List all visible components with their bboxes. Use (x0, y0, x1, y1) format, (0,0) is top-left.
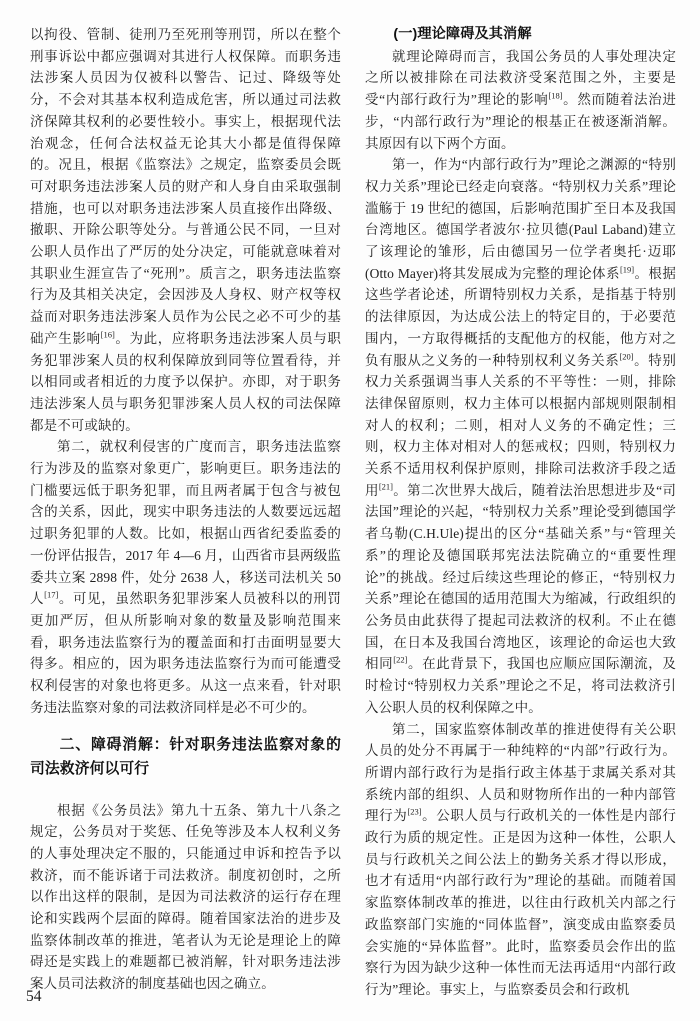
text-run: 。第二次世界大战后，随着法治思想进步及“司法国”理论的兴起，“特别权力关系”理论受到德国学者乌勒(C.H.Ule)提出的区分“基础关系”与“管理关系”的理论及德国联邦宪法法院确立的“重要性理论”的挑战。经过后续这些理论的修正，“特别权力关系”理论在德国的适用范围大为缩减，行政组织的公务员由此获得了提起司法救济的权利。不止在德国，在日本及我国台湾地区，该理论的命运也大致相同 (365, 482, 676, 672)
text-run: 第二，国家监察体制改革的推进使得有关公职人员的处分不再属于一种纯粹的“内部”行政行为。所谓内部行政行为是指行政主体基于隶属关系对其系统内部的组织、人员和财物所作出的一种内部管理行为 (365, 721, 676, 824)
footnote-reference: [21] (378, 481, 394, 492)
paragraph (365, 154, 676, 718)
footnote-reference: [17] (44, 589, 59, 600)
text-run: 。根据这些学者论述，所谓特别权力关系，是指基于特别的法律原因，为达成公法上的特定目的，于必要范围内，一方取得概括的支配他方的权能，他方对之负有服从之义务的一种特别权利义务关系 (365, 265, 676, 368)
right-column (365, 24, 676, 1001)
paragraph (30, 800, 341, 995)
text-run: 第一，作为“内部行政行为”理论之渊源的“特别权力关系”理论已经走向衰落。“特别权力关系”理论滥觞于 19 世纪的德国，后影响范围扩至日本及我国台湾地区。德国学者波尔·拉贝德(Paul Laband)建立了该理论的雏形，后由德国另一位学者奥托·迈耶(Otto Mayer)将其发展成为完整的理论体系 (365, 157, 676, 281)
paragraph (365, 719, 676, 1001)
text-run: 以拘役、管制、徒刑乃至死刑等刑罚，所以在整个刑事诉讼中都应强调对其进行人权保障。而职务违法涉案人员因为仅被科以警告、记过、降级等处分，不会对其基本权利造成危害，所以通过司法救济保障其权利的必要性较小。事实上，根据现代法治观念，任何合法权益无论其大小都是值得保障的。况且，根据《监察法》之规定，监察委员会既可对职务违法涉案人员的财产和人身自由采取强制措施，也可以对职务违法涉案人员直接作出降级、撤职、开除公职等处分。与普通公民不同，一旦对公职人员作出了严厉的处分决定，可能就意味着对其职业生涯宣告了“死刑”。质言之，职务违法监察行为及其相关决定，会因涉及人身权、财产权等权益而对职务违法涉案人员作为公民之必不可少的基础产生影响 (30, 27, 341, 346)
paragraph (30, 436, 341, 718)
text-run: 第二，就权利侵害的广度而言，职务违法监察行为涉及的监察对象更广，影响更巨。职务违法的门槛要远低于职务犯罪，而且两者属于包含与被包含的关系，因此，现实中职务违法的人数要远远超过职务犯罪的人数。比如，根据山西省纪委监委的一份评估报告，2017 年 4—6 月，山西省市县两级监委共立案 2898 件，处分 2638 人，移送司法机关 50 人 (30, 439, 341, 607)
text-run: 。为此，应将职务违法涉案人员与职务犯罪涉案人员的权利保障放到同等位置看待，并以相同或者相近的力度予以保护。亦即，对于职务违法涉案人员与职务犯罪涉案人员人权的司法保障都是不可或缺的。 (30, 330, 341, 433)
text-run: 根据《公务员法》第九十五条、第九十八条之规定，公务员对于奖惩、任免等涉及本人权利义务的人事处理决定不服的，只能通过申诉和控告予以救济，而不能诉诸于司法救济。制度初创时，之所以作出这样的限制，是因为司法救济的运行存在理论和实践两个层面的障碍。随着国家法治的进步及监察体制改革的推进，笔者认为无论是理论上的障碍还是实践上的难题都已被消解，针对职务违法涉案人员司法救济的制度基础也因之确立。 (30, 802, 341, 992)
text-run: 。特别权力关系强调当事人关系的不平等性：一则，排除法律保留原则，权力主体可以根据内部规则限制相对人的权利；二则，相对人义务的不确定性；三则，权力主体对相对人的惩戒权；四则，特别权力关系不适用权利保护原则，排除司法救济手段之适用 (365, 352, 676, 498)
footnote-reference: [23] (407, 806, 422, 817)
left-column (30, 24, 341, 995)
text-run: 。可见，虽然职务犯罪涉案人员被科以的刑罚更加严厉，但从所影响对象的数量及影响范围来看，职务违法监察行为的覆盖面和打击面明显要大得多。相应的，因为职务违法监察行为而可能遭受权利侵害的对象也将更多。从这一点来看，针对职务违法监察对象的司法救济同样是必不可少的。 (30, 591, 341, 715)
paragraph (365, 46, 676, 155)
section-heading: 二、障碍消解：针对职务违法监察对象的司法救济何以可行 (30, 736, 341, 777)
footnote-reference: [19] (619, 264, 635, 275)
footnote-reference: [20] (619, 351, 634, 362)
text-run: 。然而随着法治进步，“内部行政行为”理论的根基正在被逐渐消解。其原因有以下两个方面。 (365, 92, 676, 151)
paragraph-continuation (30, 24, 341, 436)
page-number: 54 (26, 988, 42, 1005)
text-run: 。在此背景下，我国也应顺应国际潮流，及时检讨“特别权力关系”理论之不足，将司法救济引入公职人员的权利保障之中。 (365, 656, 677, 715)
footnote-reference: [16] (100, 329, 115, 340)
footnote-reference: [18] (548, 90, 563, 101)
footnote-reference: [22] (393, 654, 408, 665)
text-run: 就理论障碍而言，我国公务员的人事处理决定之所以被排除在司法救济受案范围之外，主要是受“内部行政行为”理论的影响 (365, 48, 676, 108)
text-run: 。公职人员与行政机关的一体性是内部行政行为质的规定性。正是因为这种一体性，公职人员与行政机关之间公法上的勤务关系才得以形成，也才有适用“内部行政行为”理论的基础。而随着国家监察体制改革的推进，以往由行政机关内部之行政监察部门实施的“同体监督”，演变成由监察委员会实施的“异体监督”。此时，监察委员会作出的监察行为因为缺少这种一体性而无法再适用“内部行政行为”理论。事实上，与监察委员会和行政机 (365, 808, 676, 997)
subsection-heading: (一)理论障碍及其消解 (393, 26, 532, 42)
